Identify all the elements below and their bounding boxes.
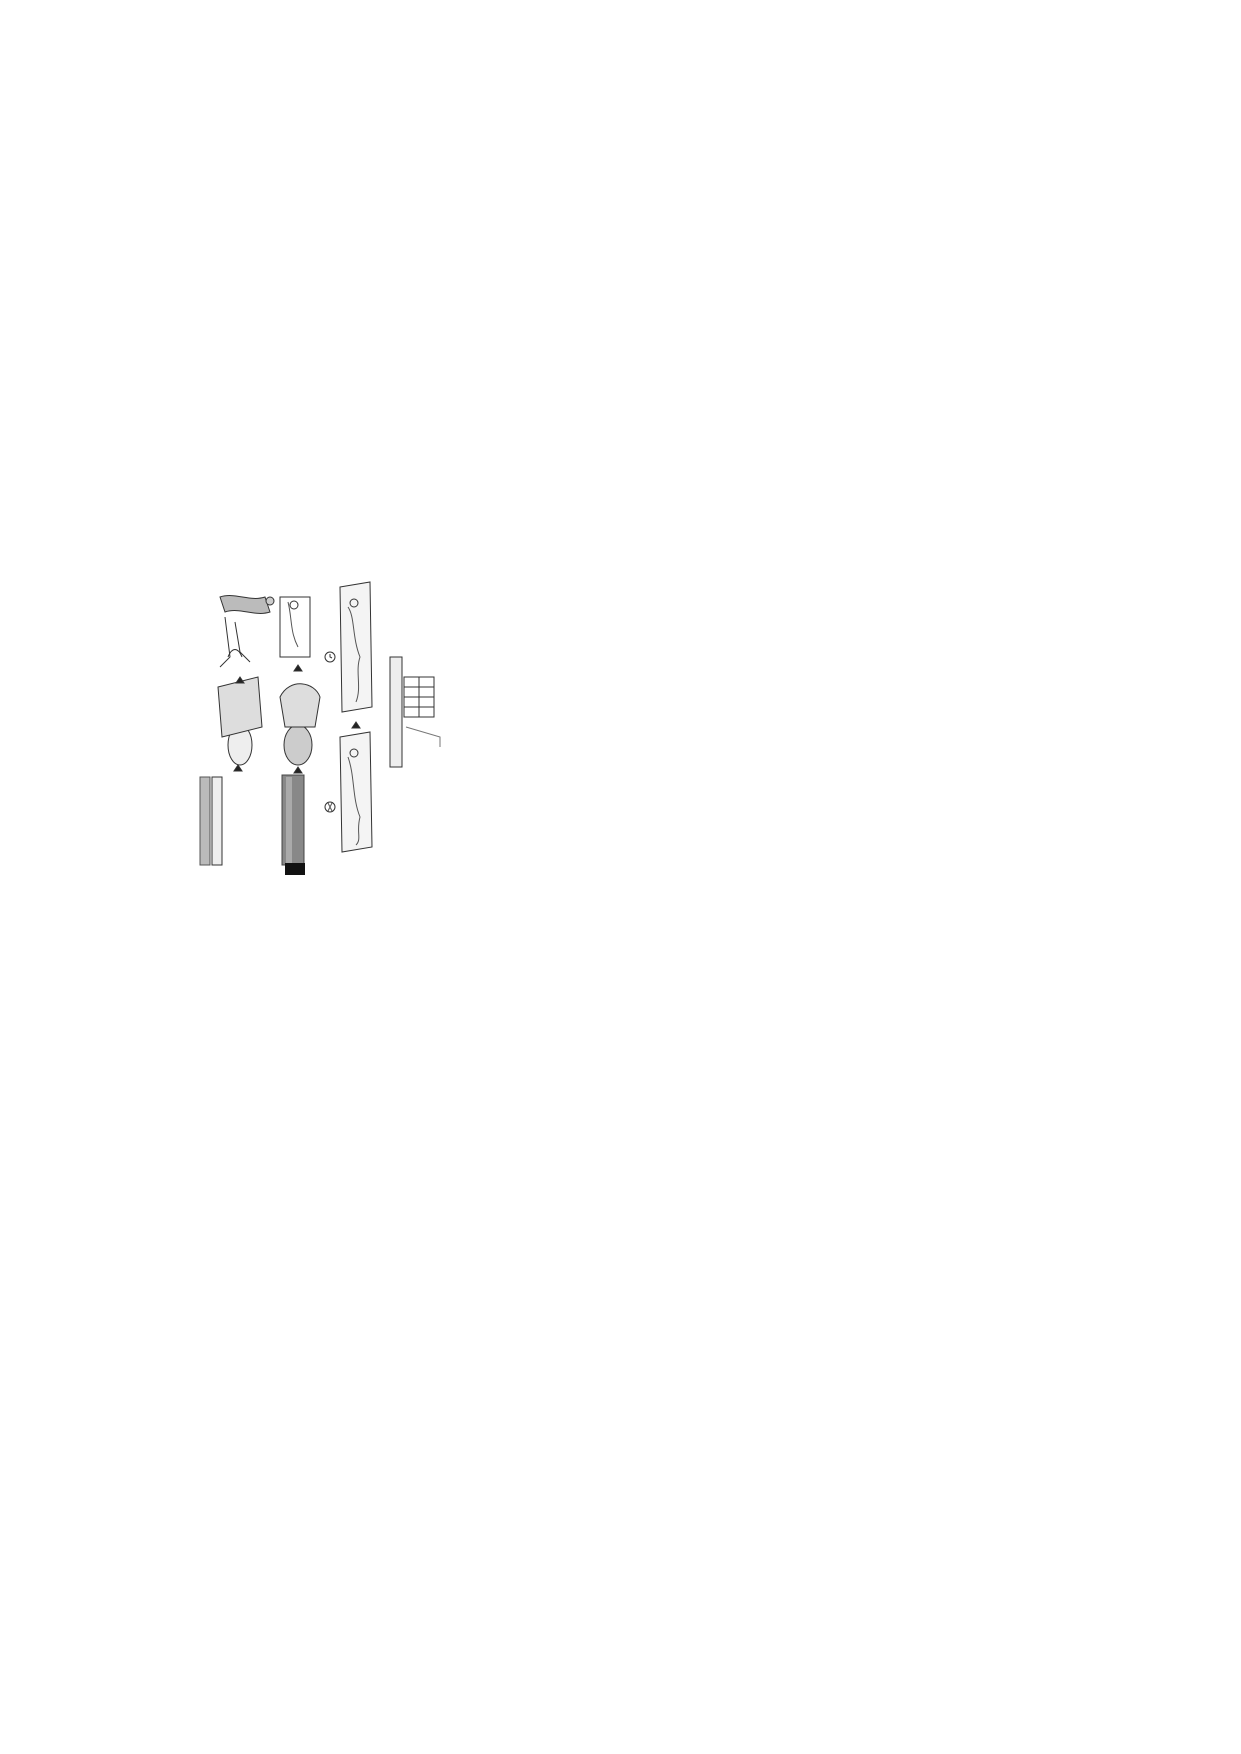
- mattress-unpacking-diagram: [180, 577, 470, 877]
- step-mattress-expanding: [325, 582, 372, 852]
- step-rolled-mattress-middle: [280, 597, 320, 865]
- care-illustration: [180, 577, 470, 877]
- room-wall-radiator: [390, 657, 440, 767]
- clock-icon: [325, 652, 335, 662]
- bottom-band: [180, 890, 1080, 1200]
- step-rolled-mattress-left: [200, 596, 274, 865]
- top-band: [180, 577, 1080, 877]
- ikea-logo: [285, 863, 305, 875]
